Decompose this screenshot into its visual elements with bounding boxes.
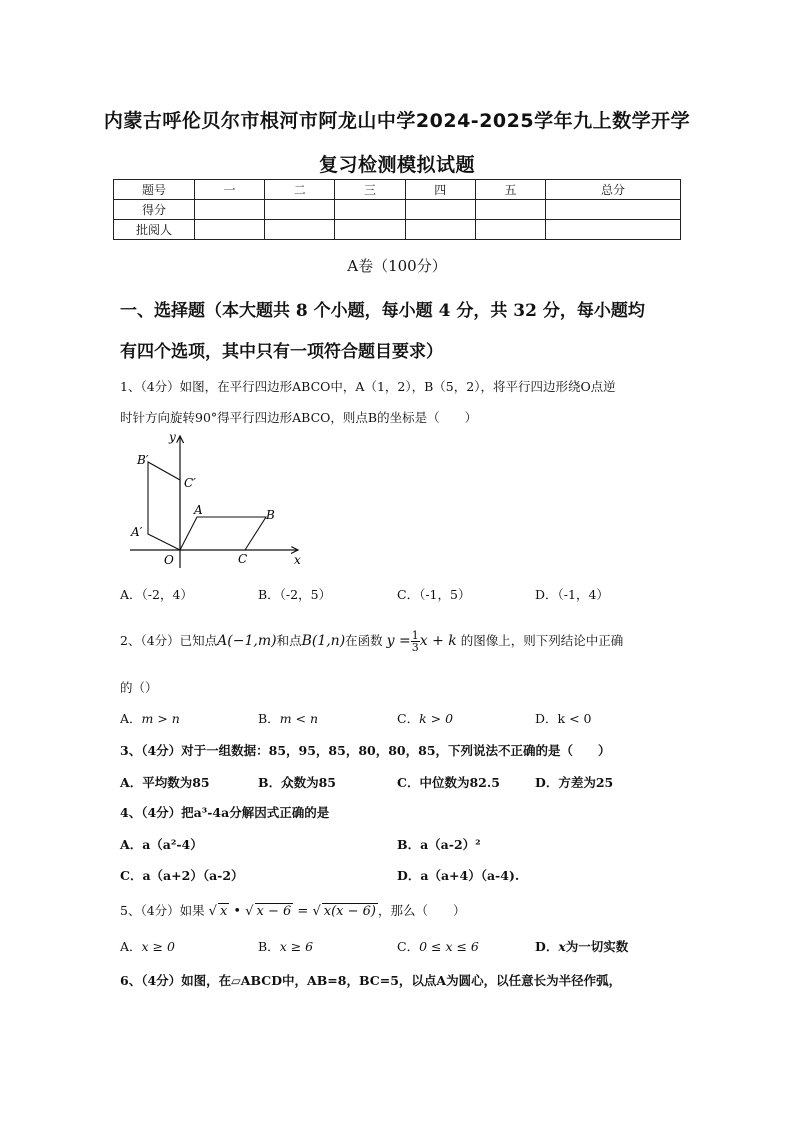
label-x: x xyxy=(294,553,301,567)
q5-text-1: 5、（4分）如果 xyxy=(120,903,205,918)
score-table xyxy=(113,179,681,240)
score-cell[interactable] xyxy=(475,220,545,240)
q5-dot: • xyxy=(233,904,242,919)
q2-option-a-math: m > n xyxy=(141,711,180,726)
q2-option-c[interactable] xyxy=(397,709,453,727)
q5-option-d-math: x xyxy=(558,939,566,954)
q1-line-1: 1、（4分）如图，在平行四边形ABCO中，A（1，2），B（5，2），将平行四边形绕O点逆 xyxy=(120,379,616,394)
q2-text-4: 的图像上，则下列结论中正确 xyxy=(460,633,624,648)
q2-option-a-label: A． xyxy=(120,711,142,726)
q1-option-d[interactable]: D．（-1，4） xyxy=(535,587,609,602)
label-b: B xyxy=(266,508,275,522)
q2-option-b-math: m < n xyxy=(279,711,319,726)
q2-point-a: A(−1,m) xyxy=(217,633,277,649)
q5-option-c-label: C． xyxy=(397,939,420,954)
label-b-prime: B′ xyxy=(137,453,149,467)
q2-option-d[interactable] xyxy=(535,709,591,727)
label-c: C xyxy=(238,552,248,566)
q2-fraction-num: 1 xyxy=(411,629,419,642)
label-a: A xyxy=(194,503,203,517)
q5-option-c-math: 0 ≤ x ≤ 6 xyxy=(419,939,479,954)
parallelogram-rotated xyxy=(148,462,180,550)
score-cell[interactable] xyxy=(546,220,681,240)
q2-fraction-den: 3 xyxy=(411,641,419,654)
q2-option-a[interactable] xyxy=(120,709,180,727)
score-cell[interactable] xyxy=(475,200,545,220)
score-cell[interactable] xyxy=(546,200,681,220)
score-cell[interactable] xyxy=(405,200,475,220)
q5-text-2: ，那么（ ） xyxy=(378,903,466,918)
score-header-cell: 总分 xyxy=(546,180,681,200)
q2-text-2: 和点 xyxy=(276,633,302,648)
q2-option-c-label: C． xyxy=(397,711,420,726)
q2-point-b: B(1,n) xyxy=(301,633,346,649)
q5-option-d[interactable] xyxy=(535,937,628,955)
score-cell[interactable] xyxy=(335,220,405,240)
title-line-1: 内蒙古呼伦贝尔市根河市阿龙山中学2024-2025学年九上数学开学 xyxy=(103,110,691,132)
label-y: y xyxy=(169,430,176,444)
score-header-cell: 二 xyxy=(265,180,335,200)
q2-option-d-math: k < 0 xyxy=(557,711,592,726)
parallelogram-abco xyxy=(180,517,266,550)
q5-option-a-math: x ≥ 0 xyxy=(141,939,175,954)
q5-option-b[interactable] xyxy=(258,937,313,955)
q3-option-d[interactable]: D．方差为25 xyxy=(535,775,614,790)
q4-option-c[interactable]: C．a（a+2）（a-2） xyxy=(120,868,244,883)
q1-line-2: 时针方向旋转90°得平行四边形ABCO，则点B的坐标是（ ） xyxy=(120,410,478,425)
label-a-prime: A′ xyxy=(131,525,143,539)
title-line-2: 复习检测模拟试题 xyxy=(318,154,475,176)
q2-fraction xyxy=(411,630,420,653)
q2-func-y: y = xyxy=(386,633,411,649)
q2-option-c-math: k > 0 xyxy=(419,711,454,726)
q5-option-b-math: x ≥ 6 xyxy=(279,939,314,954)
q2-text-3: 在函数 xyxy=(345,633,383,648)
q5-sqrt-3: x(x − 6) xyxy=(323,904,376,919)
score-cell[interactable] xyxy=(335,200,405,220)
q1-option-b[interactable]: B．（-2，5） xyxy=(258,587,332,602)
q4-text: 4、（4分）把a³-4a分解因式正确的是 xyxy=(120,805,330,820)
score-cell[interactable] xyxy=(195,220,265,240)
q4-option-b[interactable]: B．a（a-2）² xyxy=(397,837,481,852)
q5-option-b-label: B． xyxy=(258,939,280,954)
q6-text: 6、（4分）如图，在▱ABCD中，AB=8，BC=5，以点A为圆心，以任意长为半径作弧， xyxy=(120,973,622,988)
q5-line xyxy=(120,901,690,919)
score-header-cell: 一 xyxy=(195,180,265,200)
q3-option-b[interactable]: B．众数为85 xyxy=(258,775,336,790)
q5-option-a[interactable] xyxy=(120,937,175,955)
q5-equation: √ x • √ x − 6 = √ x(x − 6) xyxy=(208,904,376,919)
label-c-prime: C′ xyxy=(184,476,196,490)
q1-option-c[interactable]: C．（-1，5） xyxy=(397,587,471,602)
score-table-row xyxy=(114,200,681,220)
score-cell[interactable] xyxy=(405,220,475,240)
score-header-cell: 五 xyxy=(475,180,545,200)
q5-eq: = xyxy=(297,904,309,919)
q3-option-a[interactable]: A．平均数为85 xyxy=(120,775,210,790)
q2-text-1: 2、（4分）已知点 xyxy=(120,633,218,648)
q5-option-d-label: D． xyxy=(535,939,559,954)
score-header-cell: 题号 xyxy=(114,180,195,200)
score-row-label: 得分 xyxy=(114,200,195,220)
q2-option-d-label: D． xyxy=(535,711,558,726)
label-o: O xyxy=(164,553,174,567)
score-header-cell: 三 xyxy=(335,180,405,200)
q2-func-tail: x + k xyxy=(419,633,457,649)
q5-sqrt-1: x xyxy=(219,904,228,919)
q3-option-c[interactable]: C．中位数为82.5 xyxy=(397,775,500,790)
score-cell[interactable] xyxy=(195,200,265,220)
q2-option-b[interactable] xyxy=(258,709,318,727)
section1-line-1: 一、选择题（本大题共 8 个小题，每小题 4 分，共 32 分，每小题均 xyxy=(120,301,645,321)
score-table-row xyxy=(114,220,681,240)
q2-line-2: 的（） xyxy=(120,680,158,695)
q3-text: 3、（4分）对于一组数据：85，95，85，80，80，85，下列说法不正确的是（ ） xyxy=(120,743,611,758)
q1-figure xyxy=(120,430,310,570)
score-cell[interactable] xyxy=(265,220,335,240)
q5-option-d-tail: 为一切实数 xyxy=(565,939,629,954)
score-header-cell: 四 xyxy=(405,180,475,200)
paper-a-heading: A卷（100分） xyxy=(347,257,447,275)
q1-option-a[interactable]: A．（-2，4） xyxy=(120,587,193,602)
score-row-label: 批阅人 xyxy=(114,220,195,240)
q5-option-c[interactable] xyxy=(397,937,479,955)
score-table-header-row xyxy=(114,180,681,200)
q4-option-d[interactable]: D．a（a+4）（a-4). xyxy=(397,868,520,883)
score-cell[interactable] xyxy=(265,200,335,220)
q5-option-a-label: A． xyxy=(120,939,142,954)
section1-line-2: 有四个选项，其中只有一项符合题目要求） xyxy=(120,342,443,362)
q2-option-b-label: B． xyxy=(258,711,280,726)
q5-sqrt-2: x − 6 xyxy=(256,904,292,919)
q2-line-1 xyxy=(120,630,690,653)
q4-option-a[interactable]: A．a（a²-4） xyxy=(120,837,203,852)
